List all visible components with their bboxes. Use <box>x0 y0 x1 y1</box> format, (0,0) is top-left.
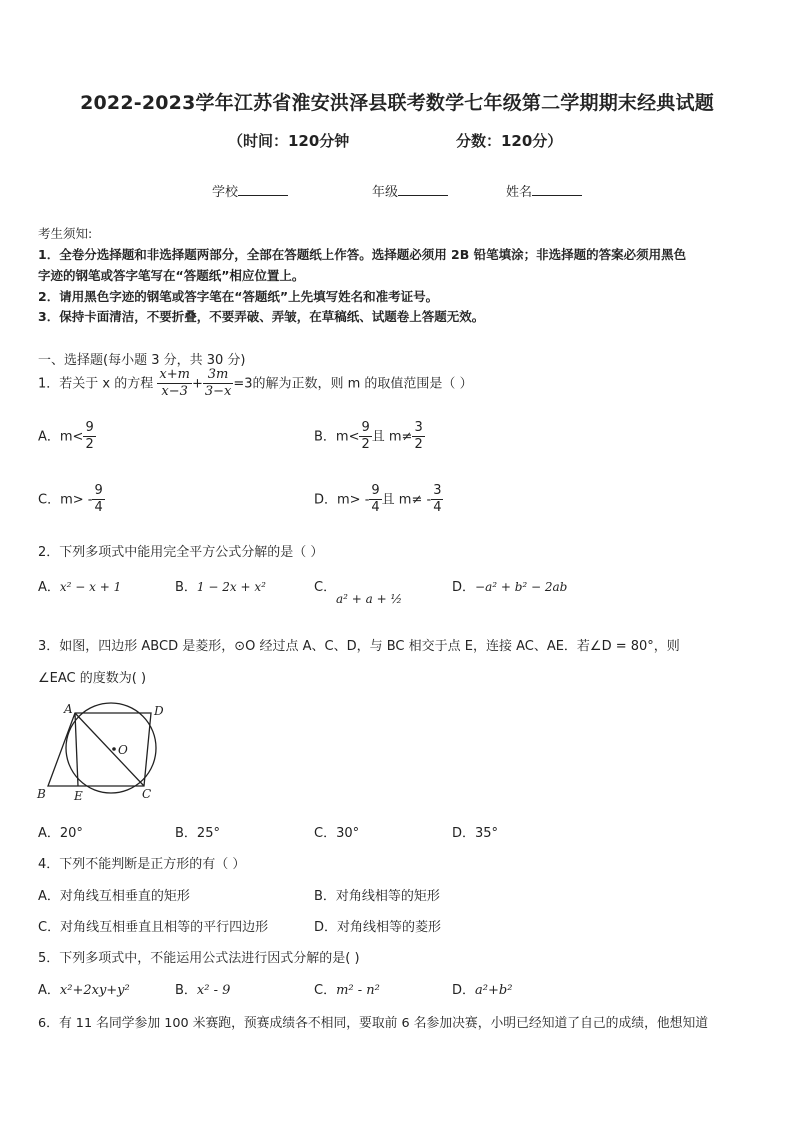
q3-option-b[interactable]: B．25° <box>175 826 220 841</box>
exam-score: 分数：120分） <box>456 132 563 150</box>
label-b: B <box>37 787 46 801</box>
q1-stem-pre: 1．若关于 x 的方程 <box>38 376 154 392</box>
school-field[interactable] <box>212 181 288 200</box>
q1-option-d[interactable]: D．m> - $\frac{9}{4}$ 且 m≠ - $\frac{3}{4}$ <box>314 483 442 516</box>
q1-option-b[interactable]: B．m< $\frac{9}{2}$ 且 m≠ $\frac{3}{2}$ <box>314 420 423 453</box>
name-field[interactable] <box>506 181 582 200</box>
notes-item: 字迹的钢笔或答字笔写在“答题纸”相应位置上。 <box>38 268 305 283</box>
q5-option-a[interactable]: A．x²+2xy+y² <box>38 983 130 998</box>
question-5: 5．下列多项式中，不能运用公式法进行因式分解的是( ) <box>38 951 360 966</box>
segment-ac <box>75 713 144 786</box>
question-3-line-2: ∠EAC 的度数为( ) <box>38 671 147 686</box>
circle-o <box>66 703 156 793</box>
q2-option-c[interactable]: C． <box>314 580 337 595</box>
rhombus-circle-figure <box>30 698 180 808</box>
q1-option-a[interactable]: A．m< $\frac{9}{2}$ <box>38 420 94 453</box>
q1-fraction-2: $\frac{3m}{3-x}$ <box>204 367 232 400</box>
q4-option-b[interactable]: B．对角线相等的矩形 <box>314 889 440 904</box>
notes-heading: 考生须知: <box>38 226 93 241</box>
exam-time: （时间：120分钟 <box>228 132 350 150</box>
q2-option-c-expr: a² + a + ½ <box>336 592 403 606</box>
exam-title: 2022-2023学年江苏省淮安洪泽县联考数学七年级第二学期期末经典试题 <box>80 92 714 114</box>
question-3-line-1: 3．如图，四边形 ABCD 是菱形，⊙O 经过点 A、C、D，与 BC 相交于点 E，连接 AC、AE．若∠D = 80°，则 <box>38 639 680 654</box>
q3-option-c[interactable]: C．30° <box>314 826 360 841</box>
q1-fraction-1: $\frac{x+m}{x-3}$ <box>159 367 190 400</box>
q3-option-a[interactable]: A．20° <box>38 826 83 841</box>
q1-d-fraction-1: $\frac{9}{4}$ <box>371 483 380 516</box>
label-e: E <box>74 789 83 803</box>
q5-option-c[interactable]: C．m² - n² <box>314 983 380 998</box>
label-o: O <box>118 743 128 757</box>
q1-b-fraction-1: $\frac{9}{2}$ <box>361 420 370 453</box>
q2-option-a[interactable]: A．x² − x + 1 <box>38 580 122 595</box>
school-label: 学校 <box>212 185 239 200</box>
q1-option-c[interactable]: C．m> - $\frac{9}{4}$ <box>38 483 103 516</box>
notes-item: 2．请用黑色字迹的钢笔或答字笔在“答题纸”上先填写姓名和准考证号。 <box>38 289 439 304</box>
question-1 <box>38 367 473 401</box>
section-heading: 一、选择题(每小题 3 分，共 30 分) <box>38 353 246 368</box>
notes-item: 1．全卷分选择题和非选择题两部分，全部在答题纸上作答。选择题必须用 2B 铅笔填涂；非选择题的答案必须用黑色 <box>38 247 687 262</box>
q4-option-d[interactable]: D．对角线相等的菱形 <box>314 920 442 935</box>
grade-label: 年级 <box>372 185 399 200</box>
q3-option-d[interactable]: D．35° <box>452 826 499 841</box>
q5-option-b[interactable]: B．x² - 9 <box>175 983 231 998</box>
question-4: 4．下列不能判断是正方形的有（ ） <box>38 857 246 872</box>
name-blank[interactable] <box>532 183 582 196</box>
name-label: 姓名 <box>506 185 533 200</box>
notes-item: 3．保持卡面清洁，不要折叠，不要弄破、弄皱，在草稿纸、试题卷上答题无效。 <box>38 309 485 324</box>
q4-option-a[interactable]: A．对角线互相垂直的矩形 <box>38 889 190 904</box>
q1-c-fraction: $\frac{9}{4}$ <box>94 483 103 516</box>
label-c: C <box>142 787 152 801</box>
school-blank[interactable] <box>238 183 288 196</box>
q5-option-d[interactable]: D．a²+b² <box>452 983 513 998</box>
q2-option-b[interactable]: B．1 − 2x + x² <box>175 580 266 595</box>
rhombus-abcd <box>48 713 151 786</box>
q1-b-fraction-2: $\frac{3}{2}$ <box>414 420 423 453</box>
label-a: A <box>64 702 73 716</box>
q1-d-fraction-2: $\frac{3}{4}$ <box>433 483 442 516</box>
q1-stem-post: =3的解为正数，则 m 的取值范围是（ ） <box>233 376 473 392</box>
label-d: D <box>154 704 164 718</box>
center-point-o <box>112 747 116 751</box>
q4-option-c[interactable]: C．对角线互相垂直且相等的平行四边形 <box>38 920 269 935</box>
question-6: 6．有 11 名同学参加 100 米赛跑，预赛成绩各不相同，要取前 6 名参加决赛，小明已经知道了自己的成绩，他想知道 <box>38 1016 709 1031</box>
grade-field[interactable] <box>372 181 448 200</box>
grade-blank[interactable] <box>398 183 448 196</box>
q2-option-d[interactable]: D．−a² + b² − 2ab <box>452 580 568 595</box>
q1-a-fraction: $\frac{9}{2}$ <box>85 420 94 453</box>
question-2: 2．下列多项式中能用完全平方公式分解的是（ ） <box>38 545 324 560</box>
q1-plus: + <box>191 376 203 392</box>
